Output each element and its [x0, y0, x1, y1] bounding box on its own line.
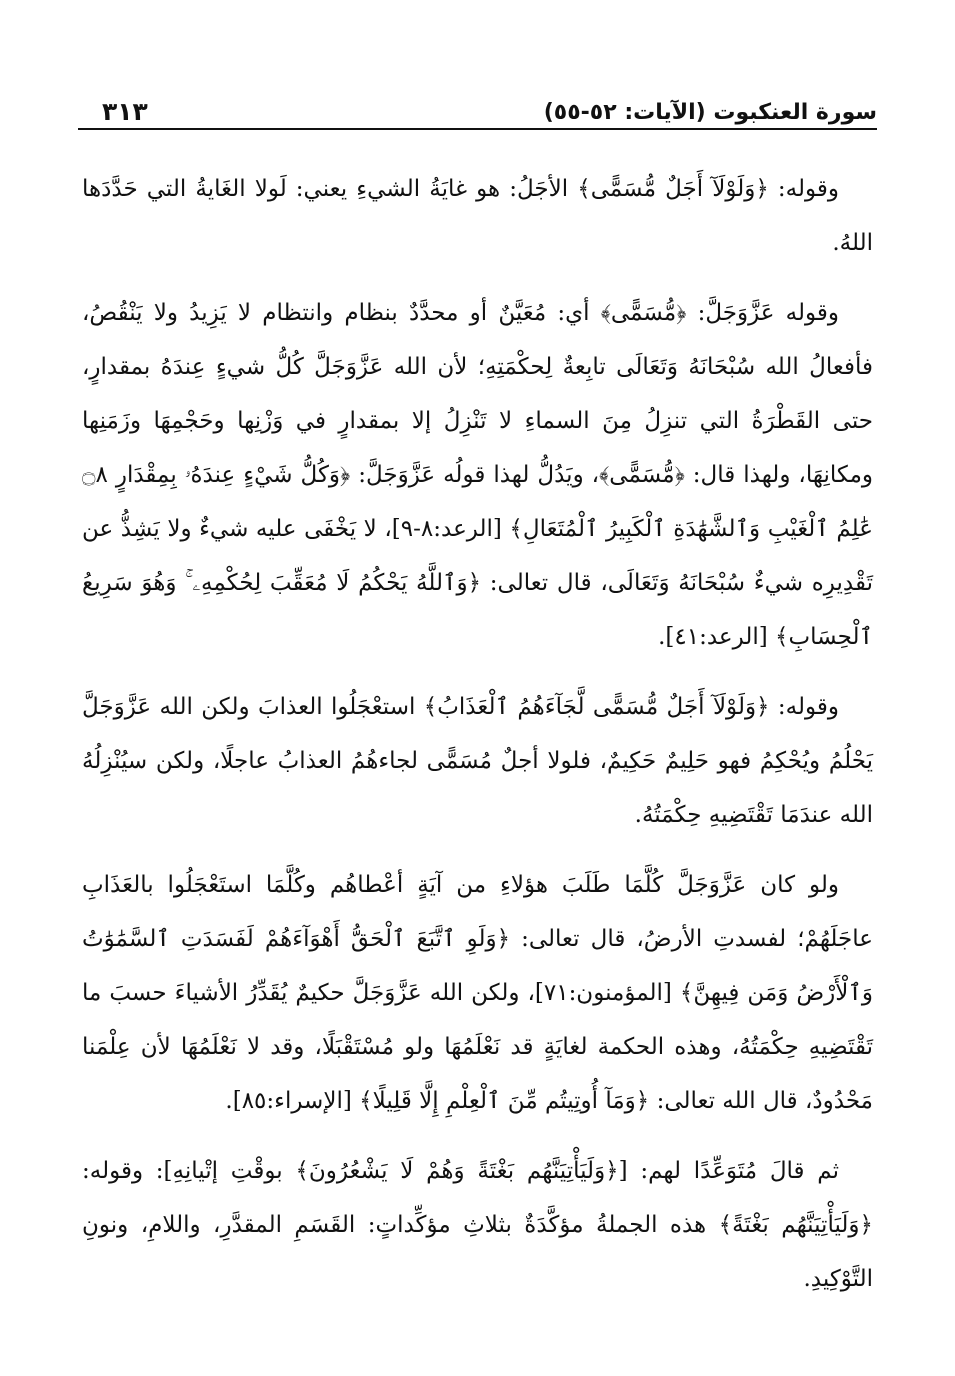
paragraph-5: ثم قالَ مُتَوَعِّدًا لهم: [﴿وَلَيَأْتِيَنَّهُم بَغْتَةً وَهُمْ لَا يَشْعُرُونَ﴾ بوقْتِ إتْيانِهِ]: وقوله: ﴿وَلَيَأْتِيَنَّهُم بَغْتَةً﴾ هذه الجملةُ مؤكَّدَةٌ بثلاثِ مؤكِّداتٍ: القَسَمِ المقدَّرِ، واللامِ، ونونِ التَّوْكِيدِ.	[82, 1158, 873, 1292]
page-header	[78, 88, 877, 124]
paragraph-3: وقوله: ﴿وَلَوْلَآ أَجَلٌ مُّسَمًّى لَّجَآءَهُمُ ٱلْعَذَابُ﴾ استعْجَلُوا العذابَ ولكن الله عَزَّوَجَلَّ يَحْلُمُ ويُحْكِمُ فهو حَلِيمٌ حَكِيمٌ، فلولا أجلٌ مُسَمًّى لجاءهُمُ العذابُ عاجلًا، ولكن سيُنْزِلُهُ الله عندَمَا تَقْتَضِيهِ حِكْمَتُهُ.	[82, 694, 873, 828]
paragraph-4: ولو كان عَزَّوَجَلَّ كُلَّمَا طَلَبَ هؤلاءِ من آيَةٍ أعْطاهُم وكُلَّمَا استَعْجَلُوا بالعَذَابِ عاجَلَهُمْ؛ لفسدتِ الأرضُ، قال تعالى: ﴿وَلَوِ ٱتَّبَعَ ٱلْحَقُّ أَهْوَآءَهُمْ لَفَسَدَتِ ٱلسَّمَٰوَٰتُ وَٱلْأَرْضُ وَمَن فِيهِنَّ﴾ [المؤمنون:٧١]، ولكن الله عَزَّوَجَلَّ حكيمٌ يُقَدِّرُ الأشياءَ حسبَ ما تَقْتَضِيهِ حِكْمَتُهُ، وهذه الحكمة لغايَةٍ قد نَعْلَمُهَا ولو مُسْتَقْبَلًا، وقد لا نَعْلَمُهَا لأن عِلْمَنا مَحْدُودٌ، قال الله تعالى: ﴿وَمَآ أُوتِيتُم مِّنَ ٱلْعِلْمِ إِلَّا قَلِيلًا﴾ [الإسراء:٨٥].	[82, 872, 873, 1114]
page-number: ٣١٣	[102, 97, 148, 126]
running-title: سورة العنكبوت (الآيات: ٥٢-٥٥)	[543, 100, 877, 125]
paragraph-2: وقوله عَزَّوَجَلَّ: ﴿مُّسَمًّى﴾ أي: مُعَيَّنٌ أو محدَّدٌ بنظام وانتظام لا يَزِيدُ ولا يَنْقُصُ، فأفعالُ الله سُبْحَانَهُ وَتَعَالَى تابِعةٌ لِحكْمَتِهِ؛ لأن الله عَزَّوَجَلَّ كُلُّ شيءٍ عِندَهُ بمقدارٍ، حتى القَطْرَةُ التي تنزِلُ مِنَ السماءِ لا تَنْزِلُ إلا بمقدارٍ في وَزْنِها وحَجْمِهَا وزَمَنِها ومكانِهَا، ولهذا قال: ﴿مُّسَمًّى﴾، ويَدُلُّ لهذا قولُه عَزَّوَجَلَّ: ﴿وَكُلُّ شَيْءٍ عِندَهُۥ بِمِقْدَارٍ ۝٨ عَٰلِمُ ٱلْغَيْبِ وَٱلشَّهَٰدَةِ ٱلْكَبِيرُ ٱلْمُتَعَالِ﴾ [الرعد:٨-٩]، لا يَخْفَى عليه شيءٌ ولا يَشِذُّ عن تَقْدِيرِه شيءٌ سُبْحَانَهُ وَتَعَالَى، قال تعالى: ﴿وَٱللَّهُ يَحْكُمُ لَا مُعَقِّبَ لِحُكْمِهِۦ ۚ وَهُوَ سَرِيعُ ٱلْحِسَابِ﴾ [الرعد:٤١].	[82, 300, 873, 650]
paragraph-1: وقوله: ﴿وَلَوْلَآ أَجَلٌ مُّسَمًّى﴾ الأجَلُ: هو غايَةُ الشيءِ يعني: لَولا الغَايةُ التي حَدَّدَها اللهُ.	[82, 176, 873, 256]
page-body	[82, 162, 873, 1306]
header-rule	[78, 128, 877, 130]
